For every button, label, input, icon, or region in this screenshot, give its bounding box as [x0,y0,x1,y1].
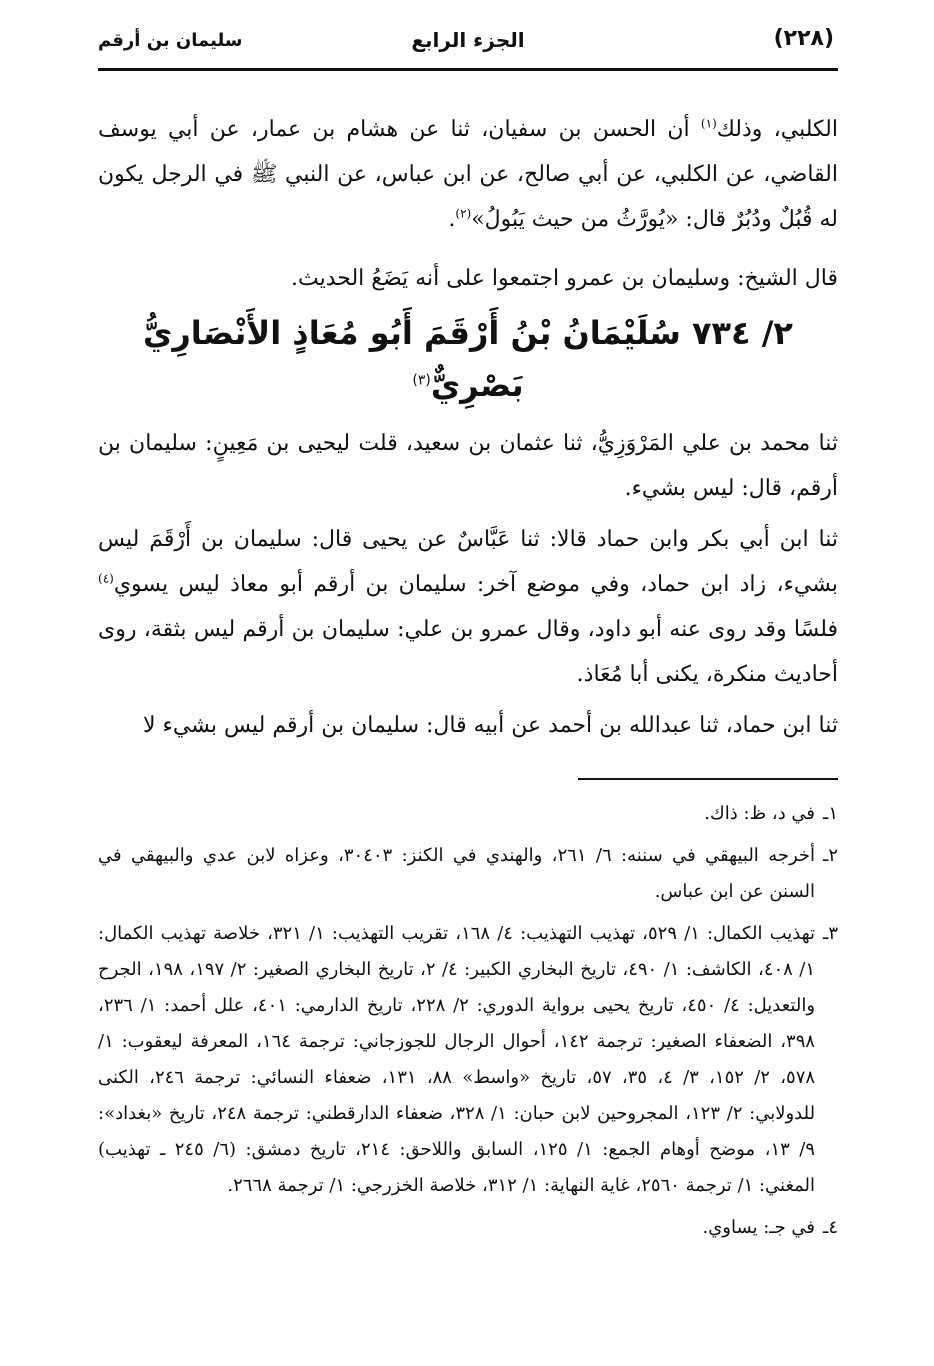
paragraph-text: أن الحسن بن سفيان، ثنا عن هشام بن عمار، عن أبي يوسف القاضي، عن الكلبي، عن أبي صالح، عن ابن عباس، عن النبي ﷺ في الرجل يكون له قُبُلٌ ودُبُرٌ قال: «يُورَّثُ من حيث يَبُولُ» [98,117,838,232]
paragraph-narration-2 [98,517,838,697]
footnote-ref-4: (٤) [98,571,114,586]
footnote-ref-1: (١) [700,116,717,131]
paragraph-sheikh-remark: قال الشيخ: وسليمان بن عمرو اجتمعوا على أنه يَضَعُ الحديث. [290,266,838,291]
footnote-number: ٣ـ [823,923,838,944]
footnote [98,1210,838,1246]
footnote [98,838,838,910]
footnote [98,916,838,1204]
footnote-number: ١ـ [823,803,838,824]
page-header [98,22,838,71]
footnotes [98,796,838,1246]
paragraph-text: الكلبي، وذلك [716,117,838,142]
footnote [98,796,838,832]
footnote-text: أخرجه البيهقي في سننه: ٦/ ٢٦١، والهندي في الكنز: ٣٠٤٠٣، وعزاه لابن عدي والبيهقي في السنن عن ابن عباس. [98,845,816,902]
footnote-text: تهذيب الكمال: ١/ ٥٢٩، تهذيب التهذيب: ٤/ ١٦٨، تقريب التهذيب: ١/ ٣٢١، خلاصة تهذيب الكمال: ١/ ٤٠٨، الكاشف: ١/ ٤٩٠، تاريخ البخاري الكبير: ٤/ ٢، تاريخ البخاري الصغير: ٢/ ١٩٧، ١٩٨، الجرح والتعديل: ٤/ ٤٥٠، تاريخ يحيى برواية الدوري: ٢/ ٢٢٨، تاريخ الدارمي: ٤٠١، علل أحمد: ١/ ٢٣٦، ٣٩٨، الضعفاء الصغير: ترجمة ١٤٢، أحوال الرجال للجوزجاني: ترجمة ١٦٤، المعرفة ليعقوب: ١/ ٥٧٨، ٢/ ١٥٢، ٣/ ٤، ٣٥، ٥٧، تاريخ «واسط» ٨٨، ١٣١، ضعفاء النسائي: ترجمة ٢٤٦، الكنى للدولابي: ٢/ ١٢٣، المجروحين لابن حبان: ١/ ٣٢٨، ضعفاء الدارقطني: ترجمة ٢٤٨، تاريخ «بغداد»: ٩/ ١٣، موضح أوهام الجمع: ١/ ١٢٥، السابق واللاحق: ٢١٤، تاريخ دمشق: (٦/ ٢٤٥ ـ تهذيب) المغني: ١/ ترجمة ٢٥٦٠، غاية النهاية: ١/ ٣١٢، خلاصة الخزرجي: ١/ ترجمة ٢٦٦٨. [98,923,816,1196]
footnote-number: ٢ـ [823,845,838,866]
paragraph-text: ثنا ابن أبي بكر وابن حماد قالا: ثنا عَبَّاسٌ عن يحيى قال: سليمان بن أَرْقَمَ ليس بشيء، زاد ابن حماد، وفي موضع آخر: سليمان بن أرقم أبو معاذ ليس يسوي [98,527,838,597]
footnote-ref-3: (٣) [412,372,431,389]
running-title: سليمان بن أرقم [98,30,243,51]
paragraph-narration-1: ثنا محمد بن علي المَرْوَزِيُّ، ثنا عثمان بن سعيد، قلت ليحيى بن مَعِينٍ: سليمان بن أرقم، قال: ليس بشيء. [98,431,838,501]
paragraph-narration-3: ثنا ابن حماد، ثنا عبدالله بن أحمد عن أبيه قال: سليمان بن أرقم ليس بشيء لا [142,713,838,738]
entry-title-text: ٢/ ٧٣٤ سُلَيْمَانُ بْنُ أَرْقَمَ أَبُو مُعَاذٍ الأَنْصَارِيُّ بَصْرِيٌّ [143,314,793,404]
paragraph-text: فلسًا وقد روى عنه أبو داود، وقال عمرو بن علي: سليمان بن أرقم ليس بثقة، روى أحاديث منكرة، يكنى أبا مُعَاذ. [98,617,838,687]
paragraph-text: . [448,207,456,232]
footnote-number: ٤ـ [823,1217,838,1238]
footnote-ref-2: (٢) [455,206,472,221]
footnote-separator [578,778,838,780]
main-text [98,107,838,748]
paragraph-hadith [98,107,838,242]
entry-title [98,307,838,411]
footnote-text: في د، ظ: ذاك. [704,803,816,824]
page-number: (٢٢٨) [773,26,834,51]
volume-title: الجزء الرابع [411,28,525,52]
footnote-text: في جـ: يساوي. [702,1217,816,1238]
